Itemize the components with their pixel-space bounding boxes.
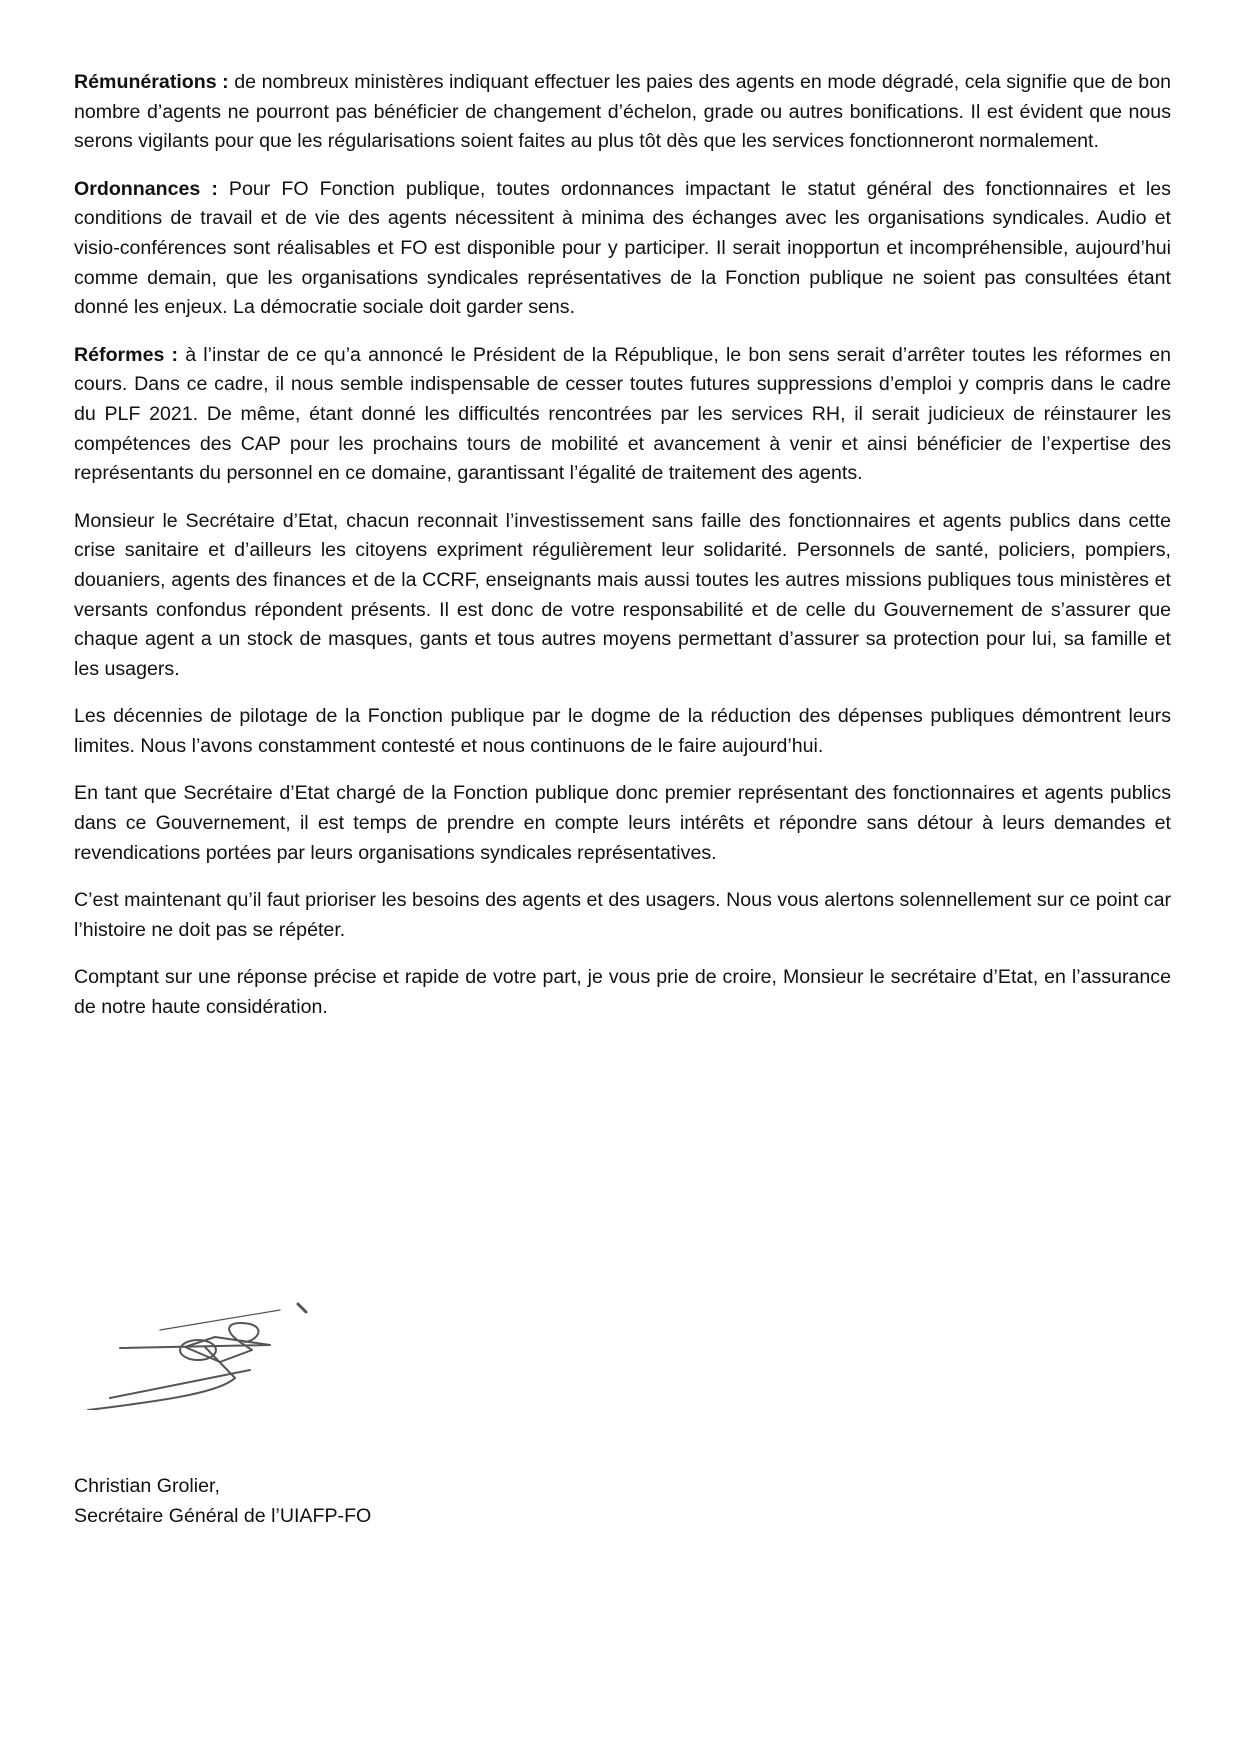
- paragraph-text: Comptant sur une réponse précise et rapide de votre part, je vous prie de croire, Monsieur le secrétaire d’Etat, en l’assurance de notre haute considération.: [74, 966, 1171, 1019]
- paragraph-reformes: [74, 341, 1171, 489]
- paragraph-decennies: [74, 702, 1171, 761]
- paragraph-heading: Rémunérations :: [74, 71, 229, 93]
- paragraph-text: Pour FO Fonction publique, toutes ordonnances impactant le statut général des fonctionnaires et les conditions de travail et de vie des agents nécessitent à minima des échanges avec les organisations syndicales. Audio et visio-conférences sont réalisables et FO est disponible pour y participer. Il serait inopportun et incompréhensible, aujourd’hui comme demain, que les organisations syndicales représentatives de la Fonction publique ne soient pas consultées étant donné les enjeux. La démocratie sociale doit garder sens.: [74, 177, 1171, 319]
- paragraph-prioriser: [74, 886, 1171, 945]
- letter-body: [74, 68, 1171, 1041]
- paragraph-closing: [74, 963, 1171, 1022]
- paragraph-text: Les décennies de pilotage de la Fonction publique par le dogme de la réduction des dépenses publiques démontrent leurs limites. Nous l’avons constamment contesté et nous continuons de le faire aujourd’hui.: [74, 705, 1171, 757]
- paragraph-text: En tant que Secrétaire d’Etat chargé de la Fonction publique donc premier représentant des fonctionnaires et agents publics dans ce Gouvernement, il est temps de prendre en compte leurs intérêts et répondre sans détour à leurs demandes et revendications portées par leurs organisations syndicales représentatives.: [74, 782, 1171, 864]
- paragraph-remunerations: [74, 68, 1171, 157]
- paragraph-ordonnances: [74, 175, 1171, 323]
- paragraph-heading: Réformes :: [74, 343, 179, 366]
- paragraph-investissement: [74, 507, 1171, 685]
- paragraph-secretaire: [74, 779, 1171, 868]
- handwritten-signature: [80, 1300, 310, 1410]
- signer-title: Secrétaire Général de l’UIAFP-FO: [74, 1504, 372, 1527]
- signer-block: [74, 1472, 371, 1531]
- signer-name: Christian Grolier,: [74, 1475, 220, 1497]
- paragraph-text: à l’instar de ce qu’a annoncé le Président de la République, le bon sens serait d’arrêter toutes les réformes en cours. Dans ce cadre, il nous semble indispensable de cesser toutes futures suppressions d’emploi y compris dans le cadre du PLF 2021. De même, étant donné les difficultés rencontrées par les services RH, il serait judicieux de réinstaurer les compétences des CAP pour les prochains tours de mobilité et avancement à venir et ainsi bénéficier de l’expertise des représentants du personnel en ce domaine, garantissant l’égalité de traitement des agents.: [74, 343, 1171, 485]
- paragraph-text: C’est maintenant qu’il faut prioriser les besoins des agents et des usagers. Nous vous alertons solennellement sur ce point car l’histoire ne doit pas se répéter.: [74, 889, 1171, 941]
- paragraph-heading: Ordonnances :: [74, 177, 218, 200]
- paragraph-text: Monsieur le Secrétaire d’Etat, chacun reconnait l’investissement sans faille des fonctionnaires et agents publics dans cette crise sanitaire et d’ailleurs les citoyens expriment régulièrement leur solidarité. Personnels de santé, policiers, pompiers, douaniers, agents des finances et de la CCRF, enseignants mais aussi toutes les autres missions publiques tous ministères et versants confondus répondent présents. Il est donc de votre responsabilité et de celle du Gouvernement de s’assurer que chaque agent a un stock de masques, gants et tous autres moyens permettant d’assurer sa protection pour lui, sa famille et les usagers.: [74, 509, 1171, 680]
- paragraph-text: de nombreux ministères indiquant effectuer les paies des agents en mode dégradé, cela signifie que de bon nombre d’agents ne pourront pas bénéficier de changement d’échelon, grade ou autres bonifications. Il est évident que nous serons vigilants pour que les régularisations soient faites au plus tôt dès que les services fonctionneront normalement.: [74, 71, 1172, 153]
